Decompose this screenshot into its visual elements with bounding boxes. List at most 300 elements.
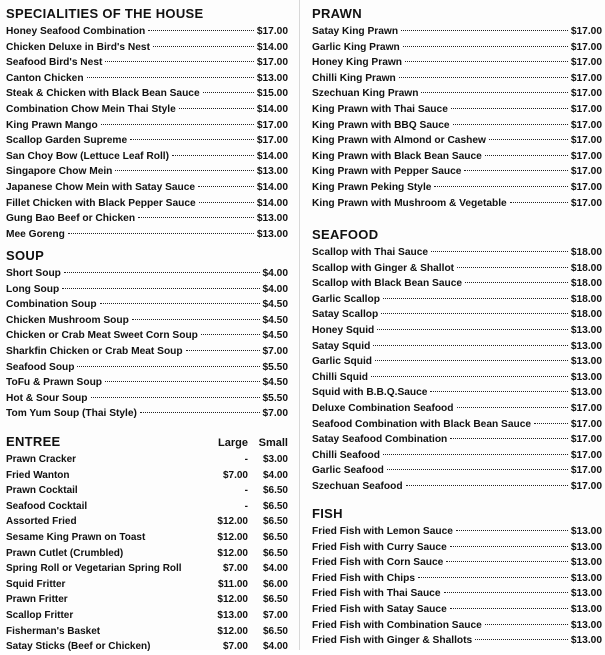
section-title: ENTREE — [6, 434, 61, 449]
menu-item — [6, 133, 288, 149]
item-name: King Prawn with Thai Sauce — [312, 103, 448, 115]
section-soup — [6, 248, 288, 422]
item-name: Satay Squid — [312, 340, 371, 352]
menu-item — [312, 339, 602, 355]
item-name: King Prawn with Pepper Sauce — [312, 166, 462, 178]
item-price: $5.50 — [262, 392, 288, 404]
item-name: Steak & Chicken with Black Bean Sauce — [6, 88, 200, 100]
dot-leader — [485, 624, 568, 625]
menu-item — [6, 55, 288, 71]
small-price: $3.00 — [262, 454, 288, 465]
item-price: $17.00 — [570, 103, 602, 115]
item-name: Short Soup — [6, 268, 61, 279]
item-price: $4.50 — [262, 314, 288, 326]
item-price: $13.00 — [570, 371, 602, 383]
menu-item — [312, 196, 602, 212]
item-price: $17.00 — [570, 135, 602, 147]
menu-item — [312, 354, 602, 370]
item-name: San Choy Bow (Lettuce Leaf Roll) — [6, 150, 170, 162]
large-price: $7.00 — [222, 641, 248, 653]
entree-item — [6, 530, 288, 546]
menu-item — [312, 180, 602, 196]
item-list — [312, 245, 602, 495]
item-name: Spring Roll or Vegetarian Spring Roll — [6, 563, 182, 575]
item-name: Hot & Sour Soup — [6, 392, 88, 404]
item-name: Mee Goreng — [6, 228, 65, 240]
item-name: Satay Scallop — [312, 309, 379, 321]
item-price: $17.00 — [570, 57, 602, 69]
dot-leader — [421, 92, 567, 93]
menu-item — [6, 282, 288, 298]
menu-item — [312, 540, 602, 556]
menu-item — [312, 307, 602, 323]
menu-item — [6, 196, 288, 212]
large-price: - — [244, 485, 248, 497]
dot-leader — [383, 454, 568, 455]
item-name: Sesame King Prawn on Toast — [6, 531, 146, 543]
item-price: $7.00 — [262, 345, 288, 357]
item-price: $17.00 — [570, 119, 602, 131]
item-price: $17.00 — [570, 197, 602, 209]
menu-item — [312, 276, 602, 292]
dot-leader — [132, 319, 260, 320]
item-price: $7.00 — [262, 408, 288, 420]
dot-leader — [406, 485, 568, 486]
menu-item — [312, 40, 602, 56]
item-price: $14.00 — [256, 103, 288, 115]
dot-leader — [444, 592, 568, 593]
menu-item — [312, 164, 602, 180]
dot-leader — [457, 407, 568, 408]
item-price: $17.00 — [256, 57, 288, 69]
dot-leader — [431, 251, 568, 252]
dot-leader — [450, 608, 568, 609]
menu-item — [312, 55, 602, 71]
dot-leader — [130, 139, 254, 140]
item-name: Singapore Chow Mein — [6, 166, 113, 178]
dot-leader — [401, 30, 568, 31]
menu-item — [6, 266, 288, 282]
dot-leader — [153, 46, 254, 47]
small-price: $7.00 — [262, 609, 288, 621]
item-price: $13.00 — [570, 572, 602, 584]
item-price: $13.00 — [570, 356, 602, 368]
dot-leader — [138, 217, 254, 218]
item-name: Fillet Chicken with Black Pepper Sauce — [6, 197, 196, 209]
entree-item — [6, 639, 288, 655]
menu-item — [312, 71, 602, 87]
item-price: $17.00 — [570, 465, 602, 477]
entree-item — [6, 514, 288, 530]
dot-leader — [375, 360, 568, 361]
dot-leader — [203, 92, 254, 93]
item-name: Seafood Soup — [6, 361, 75, 373]
small-price: $6.00 — [262, 578, 288, 590]
dot-leader — [450, 438, 568, 439]
menu-item — [6, 118, 288, 134]
item-price: $14.00 — [256, 197, 288, 209]
item-price: $17.00 — [570, 150, 602, 162]
item-name: Fisherman's Basket — [6, 625, 101, 637]
menu-item — [312, 323, 602, 339]
menu-item — [6, 297, 288, 313]
small-column-header: Small — [258, 437, 288, 449]
item-name: Szechuan Seafood — [312, 480, 403, 492]
item-name: Squid Fritter — [6, 578, 66, 590]
dot-leader — [77, 366, 259, 367]
menu-item — [312, 118, 602, 134]
item-price: $14.00 — [256, 150, 288, 162]
item-price: $18.00 — [570, 262, 602, 274]
dot-leader — [148, 30, 254, 31]
item-name: Canton Chicken — [6, 72, 84, 84]
dot-leader — [68, 233, 254, 234]
item-price: $13.00 — [256, 228, 288, 240]
menu-item — [6, 86, 288, 102]
menu-item — [312, 571, 602, 587]
item-price: $17.00 — [570, 26, 602, 37]
section-prawn — [312, 6, 602, 211]
dot-leader — [105, 381, 259, 382]
item-name: Garlic King Prawn — [312, 41, 400, 53]
small-price: $6.50 — [262, 516, 288, 528]
item-name: Honey King Prawn — [312, 57, 403, 69]
item-name: Fried Wanton — [6, 469, 70, 481]
dot-leader — [383, 298, 568, 299]
dot-leader — [387, 469, 568, 470]
entree-list — [6, 452, 288, 655]
menu-item — [312, 370, 602, 386]
item-price: $13.00 — [570, 619, 602, 631]
menu-item — [6, 328, 288, 344]
menu-item — [6, 344, 288, 360]
item-name: Sharkfin Chicken or Crab Meat Soup — [6, 345, 183, 357]
dot-leader — [140, 412, 260, 413]
item-name: Fried Fish with Satay Sauce — [312, 603, 447, 615]
dot-leader — [450, 546, 568, 547]
item-name: ToFu & Prawn Soup — [6, 377, 103, 389]
item-price: $13.00 — [570, 541, 602, 553]
item-price: $13.00 — [256, 213, 288, 225]
menu-item — [312, 448, 602, 464]
item-name: Chicken Deluxe in Bird's Nest — [6, 41, 150, 53]
item-name: Squid with B.B.Q.Sauce — [312, 387, 428, 399]
item-price: $18.00 — [570, 247, 602, 258]
item-price: $17.00 — [570, 88, 602, 100]
item-name: Seafood Cocktail — [6, 500, 88, 512]
item-name: Seafood Combination with Black Bean Sauce — [312, 418, 532, 430]
menu-item — [312, 385, 602, 401]
item-name: Honey Squid — [312, 324, 375, 336]
item-name: Honey Seafood Combination — [6, 26, 146, 37]
menu-item — [312, 102, 602, 118]
menu-item — [6, 227, 288, 243]
dot-leader — [377, 329, 568, 330]
small-price: $6.50 — [262, 625, 288, 637]
menu-item — [312, 245, 602, 261]
entree-item — [6, 592, 288, 608]
item-name: Tom Yum Soup (Thai Style) — [6, 408, 137, 420]
item-name: King Prawn with Black Bean Sauce — [312, 150, 482, 162]
item-name: Chicken Mushroom Soup — [6, 314, 129, 326]
section-entree — [6, 434, 288, 655]
section-title: SOUP — [6, 248, 45, 263]
item-name: Scallop with Thai Sauce — [312, 247, 429, 258]
item-name: Fried Fish with Chips — [312, 572, 416, 584]
item-name: Garlic Scallop — [312, 293, 380, 305]
small-price: $4.00 — [262, 563, 288, 575]
item-name: Satay King Prawn — [312, 26, 399, 37]
small-price: $4.00 — [262, 641, 288, 653]
item-price: $17.00 — [570, 181, 602, 193]
dot-leader — [115, 170, 253, 171]
item-list — [312, 24, 602, 211]
menu-item — [6, 102, 288, 118]
item-price: $15.00 — [256, 88, 288, 100]
dot-leader — [418, 577, 568, 578]
dot-leader — [430, 391, 567, 392]
menu-item — [312, 401, 602, 417]
menu-item — [6, 71, 288, 87]
item-name: Chilli King Prawn — [312, 72, 396, 84]
entree-item — [6, 561, 288, 577]
small-price: $4.00 — [262, 469, 288, 481]
item-name: Japanese Chow Mein with Satay Sauce — [6, 181, 196, 193]
entree-item — [6, 452, 288, 468]
menu-item — [312, 292, 602, 308]
section-title: FISH — [312, 506, 343, 521]
small-price: $6.50 — [262, 485, 288, 497]
item-price: $14.00 — [256, 181, 288, 193]
menu-item — [6, 360, 288, 376]
menu-item — [312, 633, 602, 649]
section-title: SEAFOOD — [312, 227, 379, 242]
large-price: $12.00 — [217, 625, 248, 637]
section-seafood — [312, 227, 602, 495]
menu-item — [6, 391, 288, 407]
item-price: $17.00 — [570, 72, 602, 84]
item-name: Scallop with Ginger & Shallot — [312, 262, 455, 274]
menu-item — [6, 149, 288, 165]
menu-item — [6, 40, 288, 56]
item-price: $17.00 — [570, 480, 602, 492]
small-price: $6.50 — [262, 594, 288, 606]
item-price: $13.00 — [256, 72, 288, 84]
dot-leader — [405, 61, 568, 62]
section-specialities — [6, 6, 288, 242]
item-price: $4.50 — [262, 299, 288, 311]
dot-leader — [457, 267, 568, 268]
dot-leader — [371, 376, 568, 377]
menu-item — [6, 313, 288, 329]
entree-header — [6, 434, 288, 452]
item-price: $13.00 — [570, 588, 602, 600]
item-name: Garlic Seafood — [312, 465, 384, 477]
item-price: $18.00 — [570, 278, 602, 290]
dot-leader — [87, 77, 254, 78]
item-price: $13.00 — [570, 387, 602, 399]
dot-leader — [100, 303, 260, 304]
dot-leader — [62, 288, 259, 289]
small-price: $6.50 — [262, 531, 288, 543]
large-price: $11.00 — [217, 578, 248, 590]
dot-leader — [105, 61, 253, 62]
dot-leader — [198, 186, 254, 187]
item-name: Scallop Garden Supreme — [6, 135, 128, 147]
menu-item — [6, 164, 288, 180]
item-price: $13.00 — [570, 603, 602, 615]
item-name: Combination Chow Mein Thai Style — [6, 103, 176, 115]
entree-item — [6, 546, 288, 562]
menu-item — [312, 479, 602, 495]
item-name: King Prawn with Almond or Cashew — [312, 135, 486, 147]
item-price: $4.00 — [262, 283, 288, 295]
item-name: Fried Fish with Thai Sauce — [312, 588, 441, 600]
item-price: $17.00 — [256, 119, 288, 131]
menu-item — [312, 24, 602, 40]
dot-leader — [453, 124, 568, 125]
small-price: $6.50 — [262, 547, 288, 559]
dot-leader — [485, 155, 568, 156]
menu-item — [312, 555, 602, 571]
item-name: Combination Soup — [6, 299, 97, 311]
item-name: Prawn Cutlet (Crumbled) — [6, 547, 124, 559]
item-name: Szechuan King Prawn — [312, 88, 419, 100]
menu-item — [312, 149, 602, 165]
item-price: $17.00 — [570, 434, 602, 446]
item-name: King Prawn Mango — [6, 119, 98, 131]
dot-leader — [186, 350, 260, 351]
menu-item — [6, 24, 288, 40]
large-price: $12.00 — [217, 516, 248, 528]
item-list — [312, 524, 602, 649]
dot-leader — [510, 202, 568, 203]
dot-leader — [456, 530, 568, 531]
dot-leader — [91, 397, 260, 398]
entree-item — [6, 499, 288, 515]
dot-leader — [199, 202, 254, 203]
small-price: $6.50 — [262, 500, 288, 512]
menu-item — [312, 86, 602, 102]
item-name: Garlic Squid — [312, 356, 373, 368]
column-divider — [299, 0, 300, 650]
item-name: Fried Fish with Corn Sauce — [312, 557, 444, 569]
large-price: $12.00 — [217, 594, 248, 606]
menu-item — [6, 406, 288, 422]
dot-leader — [464, 170, 567, 171]
item-price: $13.00 — [570, 324, 602, 336]
item-name: Gung Bao Beef or Chicken — [6, 213, 136, 225]
item-name: Deluxe Combination Seafood — [312, 402, 454, 414]
menu-item — [312, 524, 602, 540]
item-price: $17.00 — [570, 166, 602, 178]
item-price: $13.00 — [256, 166, 288, 178]
menu-item — [312, 133, 602, 149]
large-price: $13.00 — [217, 609, 248, 621]
dot-leader — [475, 639, 568, 640]
item-name: Prawn Cocktail — [6, 485, 78, 497]
item-name: Prawn Fritter — [6, 594, 68, 606]
item-price: $17.00 — [570, 418, 602, 430]
item-price: $14.00 — [256, 41, 288, 53]
menu-item — [312, 618, 602, 634]
item-name: Fried Fish with Ginger & Shallots — [312, 635, 473, 647]
large-price: $7.00 — [222, 563, 248, 575]
item-name: Assorted Fried — [6, 516, 77, 528]
large-price: $12.00 — [217, 531, 248, 543]
large-price: - — [244, 454, 248, 465]
item-name: Scallop with Black Bean Sauce — [312, 278, 463, 290]
item-name: Chilli Squid — [312, 371, 369, 383]
item-name: King Prawn Peking Style — [312, 181, 432, 193]
item-price: $5.50 — [262, 361, 288, 373]
item-name: Scallop Fritter — [6, 609, 74, 621]
menu-item — [312, 463, 602, 479]
dot-leader — [534, 423, 568, 424]
menu-item — [6, 375, 288, 391]
dot-leader — [403, 46, 568, 47]
dot-leader — [373, 345, 568, 346]
item-name: Prawn Cracker — [6, 454, 77, 465]
menu-item — [312, 261, 602, 277]
section-title: SPECIALITIES OF THE HOUSE — [6, 6, 204, 21]
item-price: $13.00 — [570, 635, 602, 647]
dot-leader — [201, 334, 260, 335]
dot-leader — [446, 561, 568, 562]
dot-leader — [465, 282, 568, 283]
menu-item — [6, 180, 288, 196]
menu-item — [312, 602, 602, 618]
item-price: $18.00 — [570, 309, 602, 321]
dot-leader — [64, 272, 260, 273]
dot-leader — [381, 313, 568, 314]
item-name: Chilli Seafood — [312, 449, 380, 461]
section-fish — [312, 506, 602, 649]
item-price: $4.50 — [262, 330, 288, 342]
item-list — [6, 266, 288, 422]
item-price: $13.00 — [570, 340, 602, 352]
item-price: $13.00 — [570, 526, 602, 537]
dot-leader — [434, 186, 567, 187]
item-price: $17.00 — [570, 449, 602, 461]
large-price: $7.00 — [222, 469, 248, 481]
dot-leader — [179, 108, 254, 109]
item-name: Chicken or Crab Meat Sweet Corn Soup — [6, 330, 198, 342]
item-name: Fried Fish with Lemon Sauce — [312, 526, 453, 537]
dot-leader — [489, 139, 568, 140]
section-title: PRAWN — [312, 6, 362, 21]
item-price: $4.00 — [262, 268, 288, 279]
item-price: $17.00 — [256, 26, 288, 37]
entree-item — [6, 608, 288, 624]
dot-leader — [101, 124, 254, 125]
item-name: Fried Fish with Combination Sauce — [312, 619, 482, 631]
entree-item — [6, 483, 288, 499]
item-name: Satay Seafood Combination — [312, 434, 448, 446]
entree-item — [6, 468, 288, 484]
item-name: Fried Fish with Curry Sauce — [312, 541, 447, 553]
dot-leader — [399, 77, 568, 78]
item-name: Long Soup — [6, 283, 60, 295]
item-price: $13.00 — [570, 557, 602, 569]
item-name: Satay Sticks (Beef or Chicken) — [6, 641, 151, 653]
item-price: $4.50 — [262, 377, 288, 389]
item-list — [6, 24, 288, 242]
item-name: Seafood Bird's Nest — [6, 57, 103, 69]
item-name: King Prawn with BBQ Sauce — [312, 119, 450, 131]
item-price: $17.00 — [256, 135, 288, 147]
large-column-header: Large — [218, 437, 248, 449]
